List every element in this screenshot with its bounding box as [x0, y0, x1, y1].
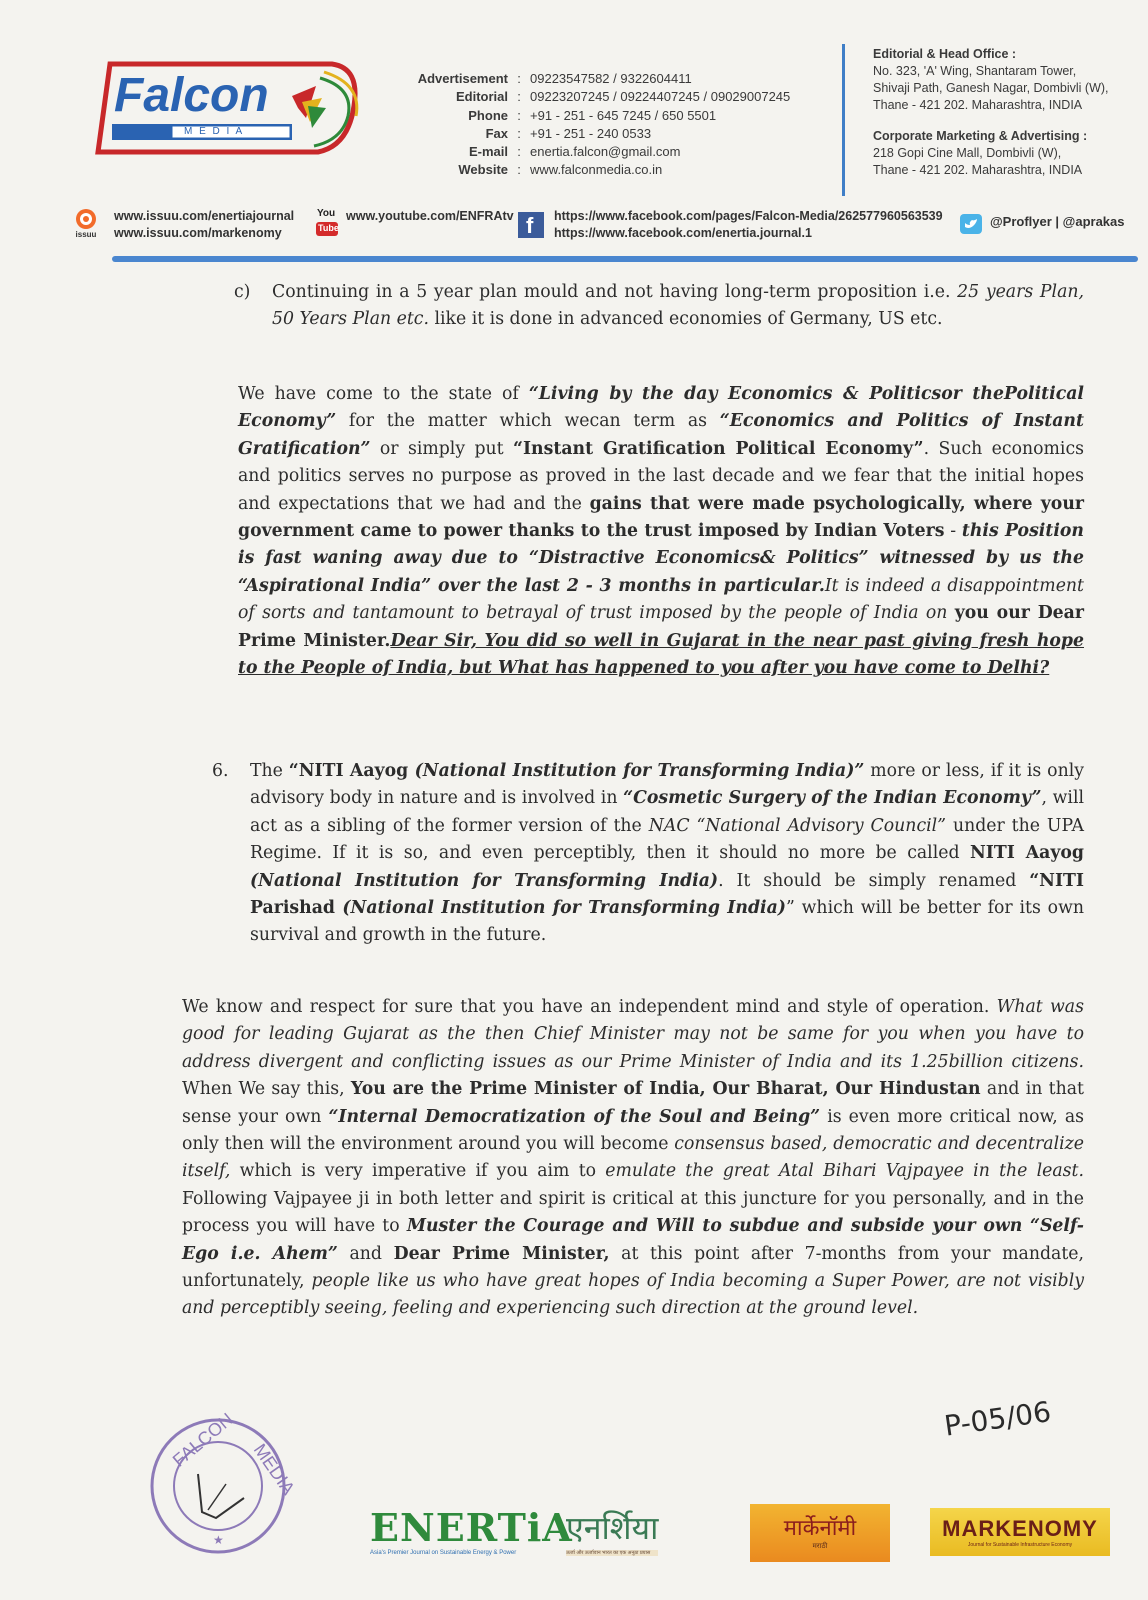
- twitter-links: [960, 212, 1125, 234]
- facebook-icon: [518, 212, 544, 238]
- youtube-link[interactable]: www.youtube.com/ENFRAtv: [346, 209, 514, 223]
- office-gap: [873, 114, 1143, 128]
- corporate-office-line: Thane - 421 202. Maharashtra, INDIA: [873, 163, 1083, 177]
- facebook-icon-glyph: f: [526, 213, 534, 238]
- markenomy-hindi-sub: मराठी: [812, 1541, 828, 1550]
- contact-row-email: E-mail : enertia.falcon@gmail.com: [468, 144, 681, 160]
- falcon-media-stamp: [146, 1409, 299, 1558]
- twitter-icon: [960, 214, 982, 234]
- head-office-line: No. 323, 'A' Wing, Shantaram Tower,: [873, 64, 1077, 78]
- contact-row-website: Website : www.falconmedia.co.in: [458, 162, 663, 178]
- falcon-wordmark: Falcon: [114, 69, 269, 122]
- paragraph-instant-gratification: We have come to the state of “Living by the day Economics & Politicsor thePolitical Economy” for the matter which wecan term as “Economics and Politics of Instant Gratification” or simply put “Instant Gratification Political Economy”. Such economics and politics serves no purpose as proved in the last decade and we fear that the initial hopes and expectations that we had and the gains that were made psychologically, where your government came to power thanks to the trust imposed by Indian Voters - this Position is fast waning away due to “Distractive Economics& Politics” witnessed by us the “Aspirational India” over the last 2 - 3 months in particular.It is indeed a disappointment of sorts and tantamount to betrayal of trust imposed by the people of India on you our Dear Prime Minister.Dear Sir, You did so well in Gujarat in the near past giving fresh hope to the People of India, but What has happened to you after you have come to Delhi?: [238, 384, 1084, 679]
- list-item-text: The “NITI Aayog (National Institution for Transforming India)” more or less, if it is only advisory body in nature and is involved in “Cosmetic Surgery of the Indian Economy”, will act as a sibling of the former version of the NAC “National Advisory Council” under the UPA Regime. If it is so, and even perceptibly, then it should no more be called NITI Aayog (National Institution for Transforming India). It should be simply renamed “NITI Parishad (National Institution for Transforming India)” which will be better for its own survival and growth in the future.: [250, 761, 1085, 946]
- list-marker: 6.: [212, 761, 229, 781]
- handwritten-page-number: [940, 1388, 1070, 1444]
- enertia-logo: [370, 1506, 573, 1556]
- head-office-line: Shivaji Path, Ganesh Nagar, Dombivli (W),: [873, 81, 1109, 95]
- facebook-link[interactable]: https://www.facebook.com/pages/Falcon-Media/262577960563539: [554, 209, 943, 223]
- header-rule: [112, 256, 1138, 262]
- list-item-c: [234, 279, 1084, 334]
- issuu-icon-label: issuu: [75, 230, 97, 239]
- markenomy-logo: [930, 1504, 1110, 1556]
- markenomy-hindi-logo: [750, 1504, 890, 1562]
- contact-row-editorial: Editorial : 09223207245 / 09224407245 / 09029007245: [455, 89, 791, 105]
- issuu-link[interactable]: www.issuu.com/enertiajournal: [114, 209, 295, 223]
- page-note-text: P-05/06: [942, 1395, 1053, 1443]
- markenomy-tagline: Journal for Sustainable Infrastructure Economy: [967, 1542, 1073, 1548]
- list-item-text: Continuing in a 5 year plan mould and not having long-term proposition i.e. 25 years Plan, 50 Years Plan etc. like it is done in advanced economies of Germany, US etc.: [272, 282, 1084, 330]
- contact-row-phone: Phone : +91 - 251 - 645 7245 / 650 5501: [468, 107, 717, 123]
- markenomy-wordmark: MARKENOMY: [942, 1516, 1098, 1541]
- contact-details: [400, 70, 820, 180]
- youtube-icon-you: You: [317, 208, 336, 219]
- falcon-media-subtitle: M E D I A: [184, 126, 245, 137]
- enertia-hindi-wordmark: एनर्शिया: [566, 1509, 659, 1547]
- youtube-icon: [314, 208, 340, 238]
- contact-row-fax: Fax : +91 - 251 - 240 0533: [485, 125, 652, 141]
- head-office-line: Thane - 421 202. Maharashtra, INDIA: [873, 98, 1083, 112]
- issuu-links: [70, 208, 294, 242]
- brand-logos: [370, 1500, 1120, 1570]
- enertia-wordmark: ENERTiA: [370, 1505, 573, 1550]
- social-links: [70, 208, 1148, 248]
- head-office-title: Editorial & Head Office :: [873, 47, 1017, 61]
- office-addresses: [873, 46, 1143, 179]
- header-vertical-divider: [842, 44, 845, 196]
- enertia-hindi-tagline: ऊर्जा और ऊर्जावान भारत का एक अनूठा प्रयास: [566, 1550, 658, 1556]
- list-marker: c): [234, 282, 251, 302]
- svg-text:★: ★: [213, 1533, 224, 1547]
- paragraph-independent-mind: We know and respect for sure that you have an independent mind and style of operation. What was good for leading Gujarat as the then Chief Minister may not be same for you when you have to address divergent and conflicting issues as our Prime Minister of India and its 1.25billion citizens. When We say this, You are the Prime Minister of India, Our Bharat, Our Hindustan and in that sense your own “Internal Democratization of the Soul and Being” is even more critical now, as only then will the environment around you will become consensus based, democratic and decentralize itself, which is very imperative if you aim to emulate the great Atal Bihari Vajpayee in the least. Following Vajpayee ji in both letter and spirit is critical at this juncture for you personally, and in the process you will have to Muster the Courage and Will to subdue and subside your own “Self-Ego i.e. Ahem” and Dear Prime Minister, at this point after 7-months from your mandate, unfortunately, people like us who have great hopes of India becoming a Super Power, are not visibly and perceptibly seeing, feeling and experiencing such direction at the ground level.: [182, 997, 1085, 1319]
- list-item-6: [212, 758, 1084, 950]
- issuu-icon: [70, 208, 102, 242]
- stamp-text-top: FALCON: [168, 1409, 237, 1471]
- youtube-links: [314, 208, 514, 238]
- twitter-handles[interactable]: @Proflyer | @aprakas: [990, 214, 1125, 229]
- falcon-media-logo: [92, 58, 364, 160]
- contact-row-advertisement: Advertisement : 09223547582 / 9322604411: [417, 71, 692, 86]
- markenomy-hindi-wordmark: मार्केनॉमी: [783, 1515, 857, 1541]
- issuu-link[interactable]: www.issuu.com/markenomy: [114, 226, 282, 240]
- youtube-icon-tube: Tube: [318, 223, 339, 233]
- stamp-text-right: MEDIA: [249, 1440, 299, 1499]
- corporate-office-line: 218 Gopi Cine Mall, Dombivli (W),: [873, 146, 1062, 160]
- enertia-hindi-logo: [566, 1506, 658, 1556]
- facebook-links: [518, 208, 943, 242]
- facebook-link[interactable]: https://www.facebook.com/enertia.journal.1: [554, 226, 812, 240]
- enertia-tagline: Asia's Premier Journal on Sustainable Energy & Power: [370, 1550, 517, 1556]
- corporate-office-title: Corporate Marketing & Advertising :: [873, 129, 1088, 143]
